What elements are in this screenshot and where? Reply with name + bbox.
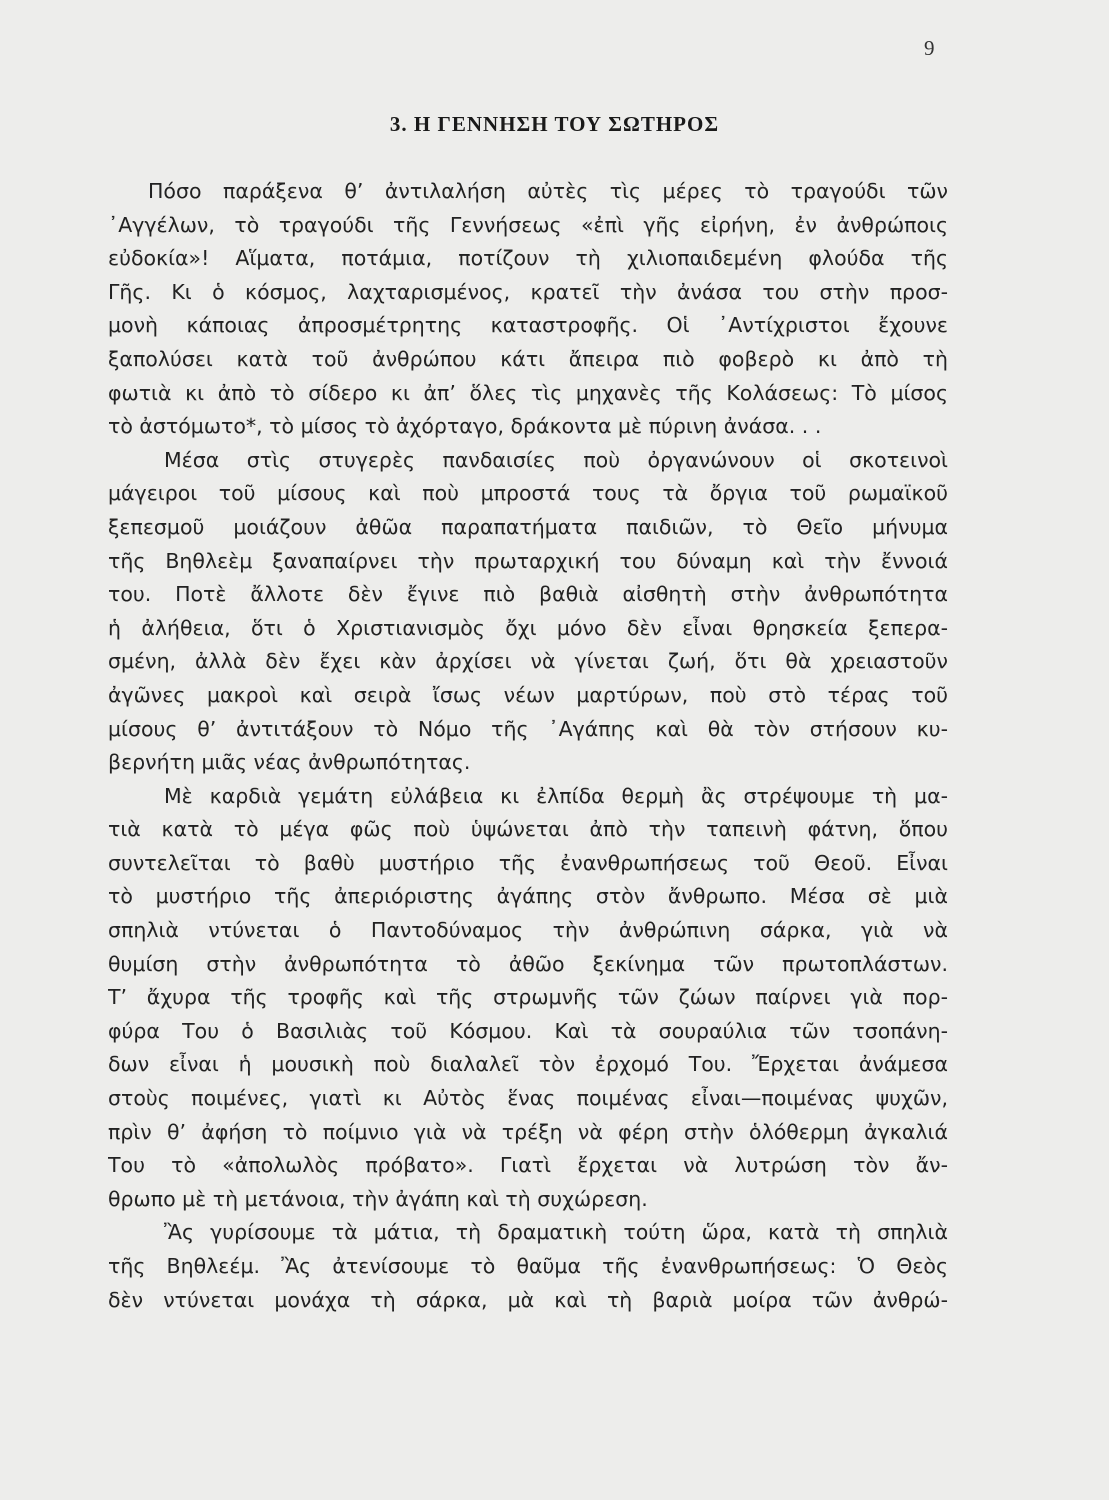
chapter-title: 3. Η ΓΕΝΝΗΣΗ ΤΟΥ ΣΩΤΗΡΟΣ [389,112,720,136]
text-line: δὲν ντύνεται μονάχα τὴ σάρκα, μὰ καὶ τὴ βαριὰ μοίρα τῶν ἀνθρώ- [108,1287,948,1312]
body-text [108,175,948,1317]
text-line: τῆς Βηθλεέμ. Ἂς ἀτενίσουμε τὸ θαῦμα τῆς ἐνανθρωπήσεως: Ὁ Θεὸς [108,1254,948,1278]
text-line: ξεπεσμοῦ μοιάζουν ἀθῶα παραπατήματα παιδιῶν, τὸ Θεῖο μήνυμα [108,514,948,539]
text-line: Γῆς. Κι ὁ κόσμος, λαχταρισμένος, κρατεῖ τὴν ἀνάσα του στὴν προσ- [108,279,948,304]
text-line: μονὴ κάποιας ἀπροσμέτρητης καταστροφῆς. Οἱ ᾿Αντίχριστοι ἔχουνε [108,313,948,338]
paragraph-3 [108,780,948,1217]
text-line: ᾿Αγγέλων, τὸ τραγούδι τῆς Γεννήσεως «ἐπὶ γῆς εἰρήνη, ἐν ἀνθρώποις [108,212,948,237]
text-line: εὐδοκία»! Αἵματα, ποτάμια, ποτίζουν τὴ χιλιοπαιδεμένη φλούδα τῆς [108,246,948,271]
text-line: φύρα Του ὁ Βασιλιὰς τοῦ Κόσμου. Καὶ τὰ σουραύλια τῶν τσοπάνη- [108,1018,948,1043]
text-line: Ἂς γυρίσουμε τὰ μάτια, τὴ δραματικὴ τούτη ὥρα, κατὰ τὴ σπηλιὰ [164,1220,948,1245]
text-line: Τ’ ἄχυρα τῆς τροφῆς καὶ τῆς στρωμνῆς τῶν ζώων παίρνει γιὰ πορ- [108,985,948,1010]
text-line: φωτιὰ κι ἀπὸ τὸ σίδερο κι ἀπ’ ὅλες τὶς μηχανὲς τῆς Κολάσεως: Τὸ μίσος [108,380,948,405]
text-line: Του τὸ «ἀπολωλὸς πρόβατο». Γιατὶ ἔρχεται νὰ λυτρώση τὸν ἄν- [108,1153,948,1178]
text-line: Μὲ καρδιὰ γεμάτη εὐλάβεια κι ἐλπίδα θερμὴ ἂς στρέψουμε τὴ μα- [164,783,948,808]
text-line: τιὰ κατὰ τὸ μέγα φῶς ποὺ ὑψώνεται ἀπὸ τὴν ταπεινὴ φάτνη, ὅπου [108,817,948,842]
text-line: του. Ποτὲ ἄλλοτε δὲν ἔγινε πιὸ βαθιὰ αἰσθητὴ στὴν ἀνθρωπότητα [108,582,948,607]
text-line: βερνήτη μιᾶς νέας ἀνθρωπότητας. [108,750,471,775]
paragraph-2 [108,444,948,780]
text-line: σπηλιὰ ντύνεται ὁ Παντοδύναμος τὴν ἀνθρώπινη σάρκα, γιὰ νὰ [108,918,948,943]
text-line: ἀγῶνες μακροὶ καὶ σειρὰ ἴσως νέων μαρτύρων, ποὺ στὸ τέρας τοῦ [108,682,948,707]
text-line: στοὺς ποιμένες, γιατὶ κι Αὐτὸς ἕνας ποιμένας εἶναι—ποιμένας ψυχῶν, [108,1086,948,1111]
text-line: Πόσο παράξενα θ’ ἀντιλαλήση αὐτὲς τὶς μέρες τὸ τραγούδι τῶν [148,179,948,203]
text-line: τὸ μυστήριο τῆς ἀπεριόριστης ἀγάπης στὸν ἄνθρωπο. Μέσα σὲ μιὰ [108,884,948,909]
text-line: συντελεῖται τὸ βαθὺ μυστήριο τῆς ἐνανθρωπήσεως τοῦ Θεοῦ. Εἶναι [108,850,948,875]
text-line: ἡ ἀλήθεια, ὅτι ὁ Χριστιανισμὸς ὄχι μόνο δὲν εἶναι θρησκεία ξεπερα- [108,615,948,640]
text-line: θυμίση στὴν ἀνθρωπότητα τὸ ἀθῶο ξεκίνημα τῶν πρωτοπλάστων. [108,951,948,976]
text-line: τῆς Βηθλεὲμ ξαναπαίρνει τὴν πρωταρχική του δύναμη καὶ τὴν ἔννοιά [108,548,948,573]
text-line: ξαπολύσει κατὰ τοῦ ἀνθρώπου κάτι ἄπειρα πιὸ φοβερὸ κι ἀπὸ τὴ [108,346,948,371]
text-line: Μέσα στὶς στυγερὲς πανδαισίες ποὺ ὀργανώνουν οἱ σκοτεινοὶ [164,447,948,472]
text-line: μίσους θ’ ἀντιτάξουν τὸ Νόμο τῆς ᾿Αγάπης καὶ θὰ τὸν στήσουν κυ- [108,716,948,741]
page-number: 9 [924,36,935,60]
text-line: μάγειροι τοῦ μίσους καὶ ποὺ μπροστά τους τὰ ὄργια τοῦ ρωμαϊκοῦ [108,481,948,506]
paragraph-4 [108,1216,948,1317]
text-line: πρὶν θ’ ἀφήση τὸ ποίμνιο γιὰ νὰ τρέξη νὰ φέρη στὴν ὁλόθερμη ἀγκαλιά [108,1119,948,1144]
paragraph-1 [108,175,948,444]
text-line: δων εἶναι ἡ μουσικὴ ποὺ διαλαλεῖ τὸν ἐρχομό Του. Ἔρχεται ἀνάμεσα [108,1052,948,1077]
text-line: θρωπο μὲ τὴ μετάνοια, τὴν ἀγάπη καὶ τὴ συχώρεση. [108,1186,648,1211]
text-line: τὸ ἀστόμωτο*, τὸ μίσος τὸ ἀχόρταγο, δράκοντα μὲ πύρινη ἀνάσα. . . [108,414,822,439]
text-line: σμένη, ἀλλὰ δὲν ἔχει κὰν ἀρχίσει νὰ γίνεται ζωή, ὅτι θὰ χρειαστοῦν [108,649,948,674]
